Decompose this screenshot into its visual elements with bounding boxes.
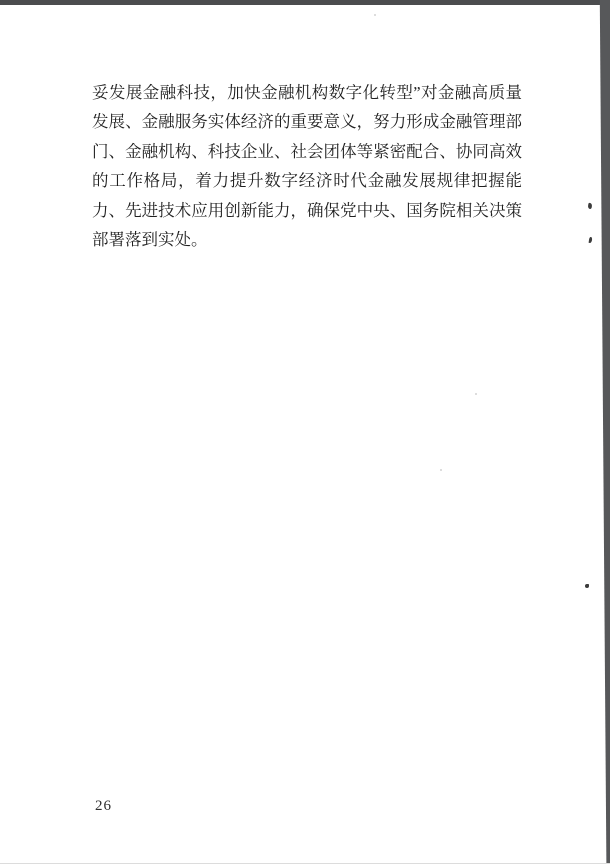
scan-edge-right xyxy=(598,0,610,864)
ink-speck xyxy=(587,203,592,210)
scan-edge-top xyxy=(0,0,610,5)
page-number: 26 xyxy=(95,798,112,814)
scan-noise-dot xyxy=(374,14,376,16)
ink-speck xyxy=(589,237,593,243)
body-text xyxy=(92,78,522,254)
text-line: 力、先进技术应用创新能力，确保党中央、国务院相关决策 xyxy=(92,200,522,220)
text-line: 的工作格局，着力提升数字经济时代金融发展规律把握能 xyxy=(92,171,522,191)
text-line: 门、金融机构、科技企业、社会团体等紧密配合、协同高效 xyxy=(92,141,522,161)
scan-noise-dot xyxy=(475,393,477,395)
text-line: 发展、金融服务实体经济的重要意义，努力形成金融管理部 xyxy=(92,112,522,132)
text-line: 部署落到实处。 xyxy=(92,230,208,250)
ink-speck xyxy=(585,584,589,588)
text-line: 妥发展金融科技，加快金融机构数字化转型”对金融高质量 xyxy=(92,83,522,102)
scan-noise-dot xyxy=(440,469,442,471)
